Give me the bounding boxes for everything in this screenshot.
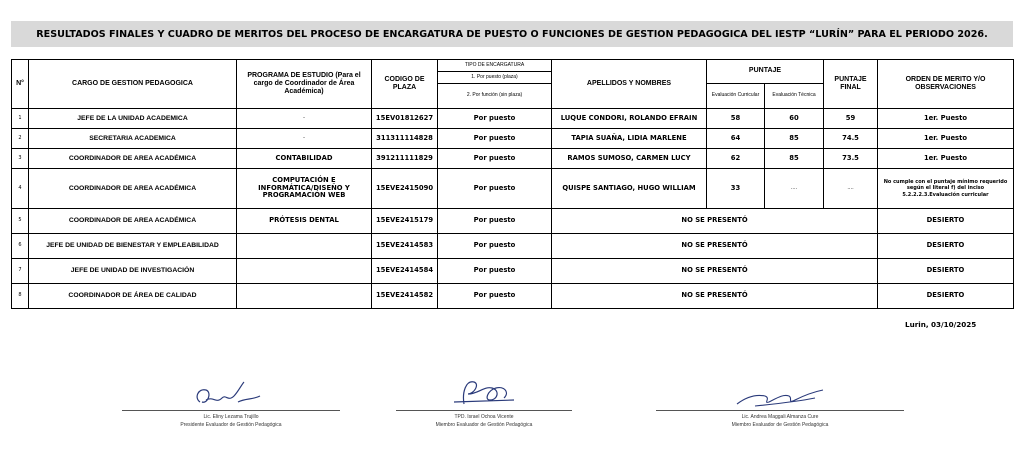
row-cargo: COORDINADOR DE ÁREA DE CALIDAD	[29, 284, 237, 309]
signature-name: TPD. Israel Ochoa Vicente	[454, 414, 514, 420]
header-codigo: CODIGO DE PLAZA	[372, 60, 438, 109]
signature-block	[396, 374, 572, 428]
signature-line	[656, 410, 904, 411]
document-title-bar	[11, 21, 1013, 47]
table-row	[12, 234, 1014, 259]
row-tipo: Por puesto	[438, 284, 552, 309]
handwritten-signature	[186, 378, 276, 410]
header-tipo-opt1: 1. Por puesto (plaza)	[438, 72, 552, 84]
row-orden: DESIERTO	[878, 234, 1014, 259]
row-num: 8	[12, 284, 29, 309]
table-row	[12, 284, 1014, 309]
table-row	[12, 109, 1014, 129]
row-nombre: NO SE PRESENTÓ	[552, 284, 878, 309]
row-programa: PRÓTESIS DENTAL	[237, 209, 372, 234]
header-puntaje: PUNTAJE	[707, 60, 824, 84]
row-orden: 1er. Puesto	[878, 149, 1014, 169]
signature-name: Lic. Andrea Maggali Almanza Cure	[741, 414, 819, 420]
row-cargo: JEFE DE LA UNIDAD ACADEMICA	[29, 109, 237, 129]
row-nombre: NO SE PRESENTÓ	[552, 259, 878, 284]
table-row	[12, 149, 1014, 169]
row-num: 1	[12, 109, 29, 129]
row-num: 6	[12, 234, 29, 259]
row-tipo: Por puesto	[438, 109, 552, 129]
table-row	[12, 129, 1014, 149]
row-codigo: 15EVE2414584	[372, 259, 438, 284]
row-num: 2	[12, 129, 29, 149]
table-row	[12, 209, 1014, 234]
signature-role: Miembro Evaluador de Gestión Pedagógica	[435, 422, 533, 428]
row-tecnica: 60	[765, 109, 824, 129]
header-eval-tecnica: Evaluación Técnica	[765, 84, 824, 109]
row-curricular: 64	[707, 129, 765, 149]
row-tecnica: 85	[765, 129, 824, 149]
row-orden: 1er. Puesto	[878, 109, 1014, 129]
row-orden: No cumple con el puntaje mínimo requerido según el literal f) del inciso 5.2.2.2.3.Evaluación curricular	[878, 169, 1014, 209]
signature-line	[396, 410, 572, 411]
handwritten-signature	[725, 384, 835, 410]
row-nombre: NO SE PRESENTÓ	[552, 209, 878, 234]
row-orden: DESIERTO	[878, 209, 1014, 234]
row-num: 4	[12, 169, 29, 209]
row-codigo: 15EV01812627	[372, 109, 438, 129]
table-row	[12, 169, 1014, 209]
row-curricular: 33	[707, 169, 765, 209]
header-tipo-opt2: 2. Por función (sin plaza)	[438, 84, 552, 109]
document-date: Lurin, 03/10/2025	[905, 320, 977, 329]
row-nombre: LUQUE CONDORI, ROLANDO EFRAIN	[552, 109, 707, 129]
row-nombre: QUISPE SANTIAGO, HUGO WILLIAM	[552, 169, 707, 209]
row-programa: -	[237, 109, 372, 129]
row-tipo: Por puesto	[438, 234, 552, 259]
row-tipo: Por puesto	[438, 259, 552, 284]
signature-role: Miembro Evaluador de Gestión Pedagógica	[731, 422, 829, 428]
row-orden: DESIERTO	[878, 284, 1014, 309]
row-tipo: Por puesto	[438, 209, 552, 234]
row-cargo: SECRETARIA ACADEMICA	[29, 129, 237, 149]
row-nombre: TAPIA SUAÑA, LIDIA MARLENE	[552, 129, 707, 149]
results-table	[11, 59, 1014, 309]
signature-block	[122, 378, 340, 428]
row-codigo: 15EVE2415090	[372, 169, 438, 209]
row-codigo: 391211111829	[372, 149, 438, 169]
row-orden: 1er. Puesto	[878, 129, 1014, 149]
row-tipo: Por puesto	[438, 169, 552, 209]
row-final: ....	[824, 169, 878, 209]
row-codigo: 15EVE2415179	[372, 209, 438, 234]
row-num: 5	[12, 209, 29, 234]
row-codigo: 15EVE2414582	[372, 284, 438, 309]
row-orden: DESIERTO	[878, 259, 1014, 284]
signature-role: Presidente Evaluador de Gestión Pedagógica	[180, 422, 282, 428]
row-tecnica: ....	[765, 169, 824, 209]
row-tipo: Por puesto	[438, 129, 552, 149]
signature-block	[656, 384, 904, 428]
signature-name: Lic. Eliny Lezama Trujillo	[203, 414, 259, 420]
row-programa: -	[237, 129, 372, 149]
row-cargo: JEFE DE UNIDAD DE INVESTIGACIÓN	[29, 259, 237, 284]
row-codigo: 15EVE2414583	[372, 234, 438, 259]
header-tipo: TIPO DE ENCARGATURA	[438, 60, 552, 72]
row-programa: CONTABILIDAD	[237, 149, 372, 169]
row-tecnica: 85	[765, 149, 824, 169]
row-programa	[237, 234, 372, 259]
row-cargo: JEFE DE UNIDAD DE BIENESTAR Y EMPLEABILIDAD	[29, 234, 237, 259]
row-curricular: 58	[707, 109, 765, 129]
header-cargo: CARGO DE GESTION PEDAGOGICA	[29, 60, 237, 109]
header-eval-curricular: Evaluación Curricular	[707, 84, 765, 109]
row-cargo: COORDINADOR DE AREA ACADÉMICA	[29, 209, 237, 234]
row-num: 7	[12, 259, 29, 284]
row-final: 74.5	[824, 129, 878, 149]
row-tipo: Por puesto	[438, 149, 552, 169]
handwritten-signature	[444, 374, 524, 410]
header-puntaje-final: PUNTAJE FINAL	[824, 60, 878, 109]
row-nombre: NO SE PRESENTÓ	[552, 234, 878, 259]
row-cargo: COORDINADOR DE AREA ACADÉMICA	[29, 149, 237, 169]
row-codigo: 311311114828	[372, 129, 438, 149]
row-programa	[237, 259, 372, 284]
header-orden: ORDEN DE MERITO Y/O OBSERVACIONES	[878, 60, 1014, 109]
header-nombres: APELLIDOS Y NOMBRES	[552, 60, 707, 109]
row-final: 59	[824, 109, 878, 129]
row-programa: COMPUTACIÓN E INFORMÁTICA/DISEÑO Y PROGRAMACIÓN WEB	[237, 169, 372, 209]
row-curricular: 62	[707, 149, 765, 169]
row-nombre: RAMOS SUMOSO, CARMEN LUCY	[552, 149, 707, 169]
row-cargo: COORDINADOR DE AREA ACADÉMICA	[29, 169, 237, 209]
row-num: 3	[12, 149, 29, 169]
table-row	[12, 259, 1014, 284]
document-title: RESULTADOS FINALES Y CUADRO DE MERITOS DEL PROCESO DE ENCARGATURA DE PUESTO O FUNCIONES DE GESTION PEDAGOGICA DEL IESTP “LURÍN” PARA EL PERIODO 2026.	[36, 28, 988, 40]
signature-line	[122, 410, 340, 411]
header-num: N°	[12, 60, 29, 109]
header-programa: PROGRAMA DE ESTUDIO (Para el cargo de Coordinador de Área Académica)	[237, 60, 372, 109]
row-final: 73.5	[824, 149, 878, 169]
row-programa	[237, 284, 372, 309]
